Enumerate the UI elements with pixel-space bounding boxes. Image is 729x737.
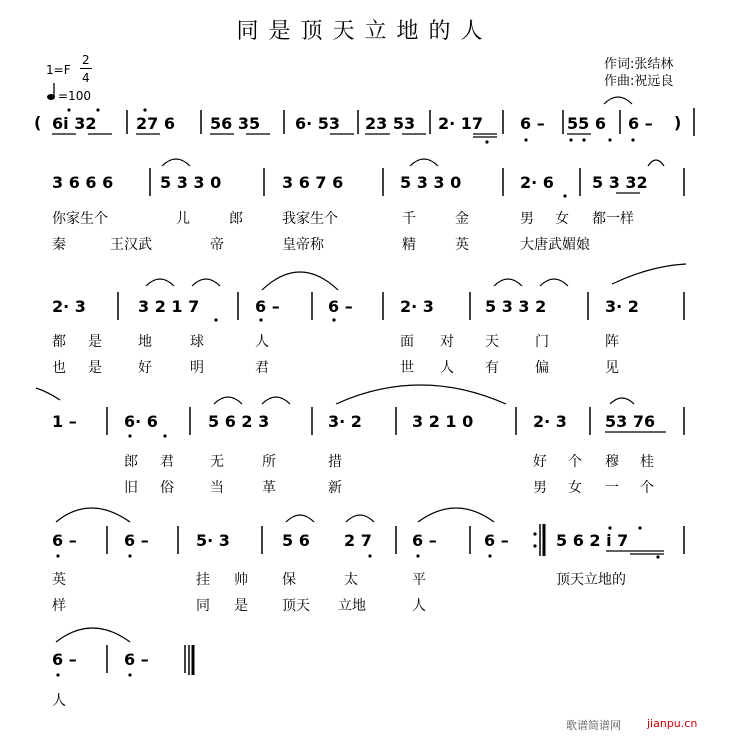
measure: 5 6 xyxy=(282,531,310,550)
lyric: 王汉武 xyxy=(110,237,152,253)
lyric: 女 xyxy=(555,211,569,227)
lyric: 我家生个 xyxy=(282,211,338,227)
lyric: 桂 xyxy=(640,454,654,470)
measure: 5 3 3 0 xyxy=(400,173,462,192)
measure: 2· 6 xyxy=(520,173,554,192)
measure: 1 – xyxy=(52,412,77,431)
lyric: 大唐武媚娘 xyxy=(520,237,590,253)
lyric: 俗 xyxy=(160,480,174,496)
time-signature-bottom: 4 xyxy=(82,71,90,85)
key-signature: 1=F xyxy=(46,63,71,77)
lyric: 穆 xyxy=(605,454,619,470)
lyric: 面 xyxy=(400,334,414,350)
tempo-mark: =100 xyxy=(58,89,91,103)
lyric: 顶天 xyxy=(282,598,310,614)
lyric: 顶天立地的 xyxy=(556,572,626,588)
intro-open-paren: ( xyxy=(34,113,42,132)
lyric: 阵 xyxy=(605,334,619,350)
lyric: 帅 xyxy=(234,572,248,588)
lyric: 你家生个 xyxy=(52,211,108,227)
lyric: 有 xyxy=(485,360,499,376)
measure: 3 6 6 6 xyxy=(52,173,114,192)
measure: 5 6 2 3 xyxy=(208,412,270,431)
lyric: 好 xyxy=(138,360,152,376)
measure: 23 53 xyxy=(365,114,416,133)
intro-close-paren: ) xyxy=(674,113,682,132)
measure: 5 6 2 i 7 xyxy=(556,531,629,550)
measure: 3· 2 xyxy=(328,412,362,431)
lyric: 都 xyxy=(52,334,66,350)
final-barline xyxy=(189,645,193,675)
lyric: 球 xyxy=(190,334,204,350)
lyric: 太 xyxy=(344,572,358,588)
lyric: 郎 xyxy=(124,454,138,470)
measure: 5· 3 xyxy=(196,531,230,550)
measure: 3 2 1 0 xyxy=(412,412,474,431)
measure: 2 7 xyxy=(344,531,372,550)
lyric: 人 xyxy=(412,598,426,614)
measure: 3 2 1 7 xyxy=(138,297,200,316)
slurs xyxy=(36,97,686,642)
lyric: 一 xyxy=(605,480,619,496)
lyric: 英 xyxy=(455,237,469,253)
lyric: 门 xyxy=(535,334,549,350)
lyric: 所 xyxy=(262,454,276,470)
lyric: 精 xyxy=(402,237,416,253)
lyric: 对 xyxy=(440,334,454,350)
lyric: 措 xyxy=(328,454,342,470)
lyric: 是 xyxy=(234,598,248,614)
lyric: 当 xyxy=(210,480,224,496)
measure: 6 – xyxy=(124,650,149,669)
lyric: 秦 xyxy=(52,237,66,253)
lyric: 平 xyxy=(412,572,426,588)
lyric: 君 xyxy=(255,360,269,376)
lyric: 皇帝称 xyxy=(282,237,324,253)
measure: 6· 6 xyxy=(124,412,158,431)
lyric: 男 xyxy=(533,480,547,496)
lyric: 个 xyxy=(640,480,654,496)
measure: 6i 32 xyxy=(52,114,97,133)
lyric: 帝 xyxy=(210,237,224,253)
measure: 6 – xyxy=(255,297,280,316)
lyric: 无 xyxy=(210,454,224,470)
octave-dots xyxy=(56,108,659,676)
lyric: 人 xyxy=(440,360,454,376)
lyric: 都一样 xyxy=(592,211,634,227)
lyric: 新 xyxy=(328,480,342,496)
lyric: 女 xyxy=(568,480,582,496)
song-title: 同是顶天立地的人 xyxy=(236,19,493,44)
lyric: 也 xyxy=(52,360,66,376)
lyric: 革 xyxy=(262,480,276,496)
lyric: 同 xyxy=(196,598,210,614)
beams xyxy=(52,134,666,554)
measure: 3· 2 xyxy=(605,297,639,316)
lyric: 是 xyxy=(88,360,102,376)
watermark-site-url: jianpu.cn xyxy=(647,717,698,730)
measure: 2· 3 xyxy=(400,297,434,316)
lyric: 样 xyxy=(52,598,66,614)
lyric: 君 xyxy=(160,454,174,470)
lyric: 立地 xyxy=(338,598,366,614)
measure: 6 – xyxy=(52,650,77,669)
lyric: 金 xyxy=(455,211,469,227)
measure: 55 6 xyxy=(567,114,606,133)
watermark-site-name: 歌谱简谱网 xyxy=(566,719,621,732)
measure: 6 – xyxy=(52,531,77,550)
lyric: 世 xyxy=(400,360,414,376)
bar-lines xyxy=(107,108,694,673)
lyric: 好 xyxy=(533,454,547,470)
measure: 2· 17 xyxy=(438,114,484,133)
lyric: 人 xyxy=(255,334,269,350)
lyric: 天 xyxy=(485,334,499,350)
lyric: 是 xyxy=(88,334,102,350)
repeat-sign xyxy=(533,524,544,556)
lyric: 人 xyxy=(52,693,66,709)
composer-credit: 作曲:祝远良 xyxy=(604,74,674,89)
measure: 53 76 xyxy=(605,412,656,431)
lyric: 男 xyxy=(520,211,534,227)
lyric: 个 xyxy=(568,454,582,470)
lyric: 保 xyxy=(282,572,296,588)
measure: 27 6 xyxy=(136,114,175,133)
measure: 56 35 xyxy=(210,114,261,133)
measure: 6 – xyxy=(628,114,653,133)
measure: 5 3 32 xyxy=(592,173,648,192)
lyric: 偏 xyxy=(535,360,549,376)
lyric: 千 xyxy=(402,211,416,227)
time-signature-top: 2 xyxy=(82,53,90,67)
lyric: 见 xyxy=(605,360,619,376)
measure: 6 – xyxy=(124,531,149,550)
lyric: 英 xyxy=(52,572,66,588)
measure: 5 3 3 0 xyxy=(160,173,222,192)
measure: 2· 3 xyxy=(533,412,567,431)
lyric: 地 xyxy=(138,334,152,350)
lyricist-credit: 作词:张结林 xyxy=(604,57,674,72)
measure: 3 6 7 6 xyxy=(282,173,344,192)
lyric: 明 xyxy=(190,360,204,376)
measure: 6 – xyxy=(328,297,353,316)
measure: 6· 53 xyxy=(295,114,341,133)
lyric: 旧 xyxy=(124,480,138,496)
measure: 5 3 3 2 xyxy=(485,297,547,316)
lyric: 郎 xyxy=(229,211,243,227)
lyric: 儿 xyxy=(176,211,190,227)
measure: 6 – xyxy=(484,531,509,550)
measure: 6 – xyxy=(520,114,545,133)
measure: 2· 3 xyxy=(52,297,86,316)
measure: 6 – xyxy=(412,531,437,550)
lyric: 挂 xyxy=(196,572,210,588)
